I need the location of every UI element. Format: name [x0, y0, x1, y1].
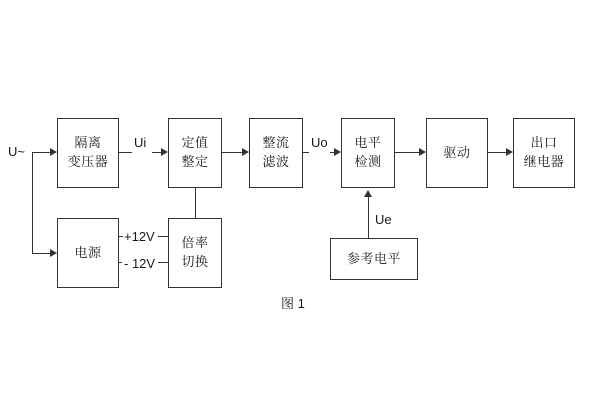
- block-drive[interactable]: [426, 118, 488, 188]
- block-isolation-transformer-line-2: 变压器: [67, 154, 109, 169]
- arrow-to-isolation-icon: [50, 148, 57, 156]
- block-level-detect[interactable]: [341, 118, 395, 188]
- arrow-to-relay-icon: [506, 148, 513, 156]
- block-setting-adjust[interactable]: [168, 118, 222, 188]
- wire-input-branch-vertical: [32, 152, 33, 253]
- block-output-relay-line-1: 出口: [530, 135, 558, 151]
- block-setting-adjust-line-1: 定值: [181, 135, 209, 151]
- wire-isolation-to-ui: [119, 152, 132, 153]
- wire-reference-to-level: [368, 196, 369, 238]
- block-multiplier-switch[interactable]: [168, 218, 222, 288]
- wire-setting-to-rectify: [222, 152, 242, 153]
- label-signal-uo: Uo: [311, 135, 328, 150]
- block-setting-adjust-line-2: 整定: [181, 154, 209, 169]
- block-level-detect-line-1: 电平: [354, 135, 382, 151]
- block-output-relay-line-2: 继电器: [523, 154, 565, 169]
- wire-drive-to-relay: [488, 152, 506, 153]
- wire-minus12-to-multiplier: [158, 262, 168, 263]
- label-signal-ue: Ue: [375, 212, 392, 227]
- label-supply-minus12: - 12V: [124, 256, 156, 271]
- block-reference-level-line-1: 参考电平: [346, 250, 401, 266]
- arrow-to-setting-icon: [161, 148, 168, 156]
- arrow-to-drive-icon: [419, 148, 426, 156]
- diagram-caption: 图 1: [281, 296, 305, 311]
- wire-ui-to-setting: [152, 152, 161, 153]
- block-rectify-filter[interactable]: [249, 118, 303, 188]
- block-multiplier-switch-line-2: 切换: [181, 254, 209, 269]
- block-reference-level[interactable]: [330, 238, 418, 280]
- block-power-supply-line-1: 电源: [74, 244, 102, 260]
- wire-level-to-drive: [395, 152, 419, 153]
- block-power-supply[interactable]: [57, 218, 119, 288]
- wire-power-minus12: [119, 262, 122, 263]
- label-supply-plus12: +12V: [124, 229, 155, 244]
- wire-multiplier-to-setting: [195, 188, 196, 218]
- arrow-to-level-detect-up-icon: [364, 190, 372, 197]
- label-signal-ui: Ui: [134, 135, 147, 150]
- block-isolation-transformer-line-1: 隔离: [74, 135, 102, 151]
- arrow-to-rectify-icon: [242, 148, 249, 156]
- wire-plus12-to-multiplier: [158, 236, 168, 237]
- block-output-relay[interactable]: [513, 118, 575, 188]
- label-input-u: U~: [8, 144, 25, 159]
- arrow-to-power-supply-icon: [50, 249, 57, 257]
- arrow-to-level-detect-icon: [334, 148, 341, 156]
- block-drive-line-1: 驱动: [443, 144, 471, 160]
- block-isolation-transformer[interactable]: [57, 118, 119, 188]
- wire-to-isolation: [32, 152, 50, 153]
- wire-to-power-supply: [32, 253, 50, 254]
- wire-rectify-to-uo: [303, 152, 309, 153]
- block-multiplier-switch-line-1: 倍率: [181, 235, 209, 251]
- block-rectify-filter-line-1: 整流: [262, 135, 290, 151]
- wire-power-plus12: [119, 236, 123, 237]
- block-rectify-filter-line-2: 滤波: [262, 154, 290, 169]
- block-level-detect-line-2: 检测: [354, 154, 382, 169]
